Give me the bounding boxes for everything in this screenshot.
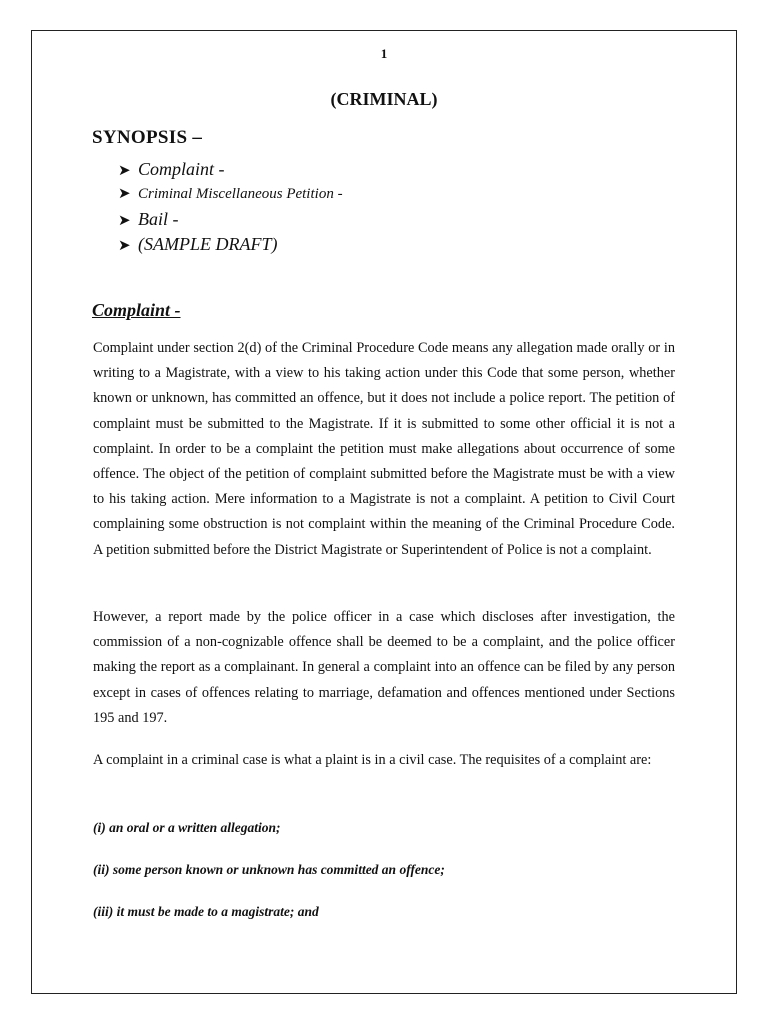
requisite-item: (i) an oral or a written allegation; — [93, 820, 281, 835]
arrow-bullet-icon: ➤ — [118, 186, 131, 202]
paragraph: However, a report made by the police officer in a case which discloses after investigation, the commission of a non-cognizable offence shall be deemed to be a complaint, and the police officer making the report as a complainant. In general a complaint into an offence can be filed by any person except in cases of offences relating to marriage, defamation and offences mentioned under Sections 195 and 197. — [93, 609, 675, 726]
page-number: 1 — [380, 46, 388, 61]
synopsis-item — [118, 232, 343, 257]
synopsis-list — [118, 157, 343, 257]
section-heading-complaint: Complaint - — [92, 300, 181, 320]
arrow-bullet-icon: ➤ — [118, 238, 131, 254]
synopsis-item — [118, 207, 343, 232]
synopsis-item-label: Bail - — [138, 209, 179, 229]
arrow-bullet-icon: ➤ — [118, 213, 131, 229]
synopsis-item-label: Complaint - — [138, 159, 225, 179]
synopsis-item-label: Criminal Miscellaneous Petition - — [138, 186, 343, 202]
synopsis-item — [118, 157, 343, 182]
paragraph: A complaint in a criminal case is what a plaint is in a civil case. The requisites of a complaint are: — [93, 752, 652, 768]
arrow-bullet-icon: ➤ — [118, 163, 131, 179]
paragraph: Complaint under section 2(d) of the Criminal Procedure Code means any allegation made orally or in writing to a Magistrate, with a view to his taking action under this Code that some person, whether known or unknown, has committed an offence, but it does not include a police report. The petition of complaint must be submitted to the Magistrate. If it is submitted to some other official it is not a complaint. In order to be a complaint the petition must make allegations about occurrence of some offence. The object of the petition of complaint submitted before the Magistrate must be with a view to his taking action. Mere information to a Magistrate is not a complaint. A petition to Civil Court complaining some obstruction is not complaint within the meaning of the Criminal Procedure Code. A petition submitted before the District Magistrate or Superintendent of Police is not a complaint. — [93, 340, 675, 558]
document-title: (CRIMINAL) — [330, 89, 438, 109]
requisite-item: (ii) some person known or unknown has committed an offence; — [93, 862, 445, 877]
requisite-item: (iii) it must be made to a magistrate; and — [93, 904, 319, 919]
synopsis-item — [118, 182, 343, 207]
synopsis-heading: SYNOPSIS – — [92, 127, 203, 148]
synopsis-item-label: (SAMPLE DRAFT) — [138, 234, 278, 254]
